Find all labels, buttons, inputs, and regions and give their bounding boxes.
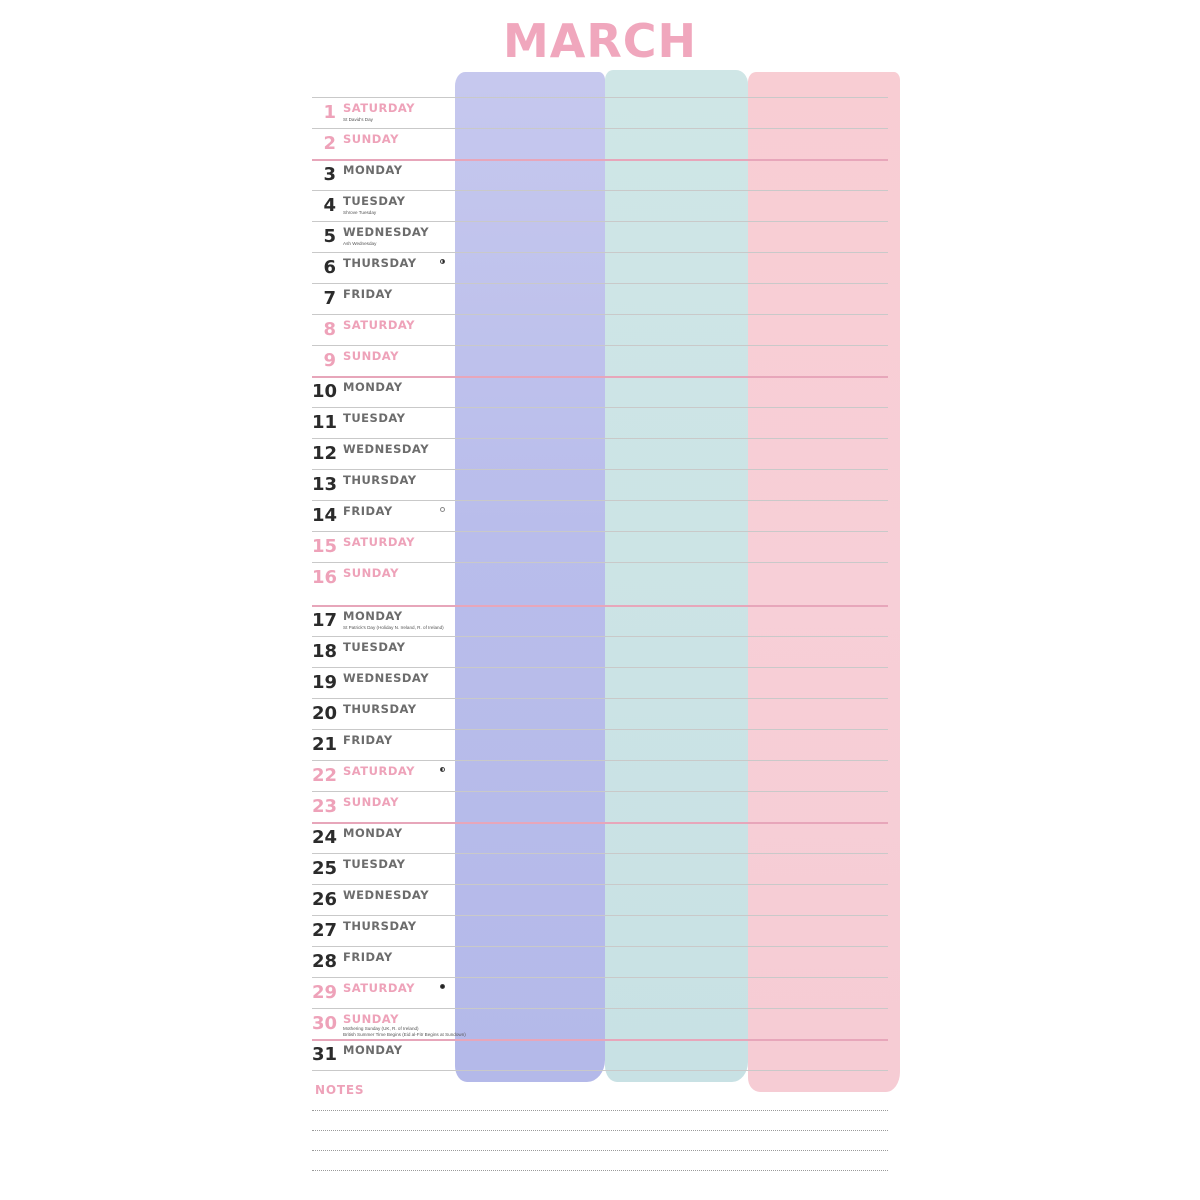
day-row-19[interactable] [312,668,752,699]
holiday-note: St Patrick's Day (Holiday N. Ireland, R. of Ireland) [343,625,444,630]
notes-line[interactable] [312,1170,888,1171]
day-row-18[interactable] [312,637,752,668]
day-row-12[interactable] [312,439,752,470]
weekday-name: SUNDAY [343,132,399,146]
last-quarter-moon-icon [440,767,445,772]
weekday-name: SATURDAY [343,535,416,549]
weekday-name: FRIDAY [343,950,393,964]
holiday-note: Shrove Tuesday [343,210,377,215]
day-row-26[interactable] [312,885,752,916]
day-number: 9 [323,350,336,371]
day-row-15[interactable] [312,532,752,563]
weekday-name: TUESDAY [343,857,406,871]
weekday-name: THURSDAY [343,256,417,270]
weekday-name: FRIDAY [343,733,393,747]
new-moon-icon [440,984,445,989]
day-row-16[interactable] [312,563,752,594]
weekday-name: SUNDAY [343,795,399,809]
day-number: 11 [312,412,338,433]
day-number: 29 [312,982,338,1003]
weekday-name: FRIDAY [343,287,393,301]
day-row-6[interactable] [312,253,752,284]
day-row-13[interactable] [312,470,752,501]
holiday-note: British Summer Time Begins (Eid al-Fitr Begins at Sundown) [343,1032,466,1037]
day-number: 5 [323,226,336,247]
day-number: 7 [323,288,336,309]
holiday-note: Ash Wednesday [343,241,377,246]
day-number: 19 [312,672,338,693]
month-title: MARCH [502,14,698,68]
notes-line[interactable] [312,1110,888,1111]
day-number: 4 [323,195,336,216]
day-row-11[interactable] [312,408,752,439]
day-row-7[interactable] [312,284,752,315]
weekday-name: SUNDAY [343,1012,399,1026]
day-number: 10 [312,381,338,402]
day-row-29[interactable] [312,978,752,1009]
weekday-name: TUESDAY [343,640,406,654]
weekday-name: TUESDAY [343,194,406,208]
day-number: 31 [312,1044,338,1065]
weekday-name: MONDAY [343,1043,403,1057]
weekday-name: WEDNESDAY [343,888,430,902]
weekday-name: SATURDAY [343,318,416,332]
weekday-name: SATURDAY [343,764,416,778]
weekday-name: THURSDAY [343,919,417,933]
day-number: 25 [312,858,338,879]
day-row-1[interactable] [312,98,752,129]
day-row-27[interactable] [312,916,752,947]
day-number: 27 [312,920,338,941]
day-row-17[interactable] [312,606,752,637]
day-row-24[interactable] [312,823,752,854]
day-number: 30 [312,1013,338,1034]
weekday-name: SUNDAY [343,566,399,580]
day-row-28[interactable] [312,947,752,978]
day-row-9[interactable] [312,346,752,377]
day-number: 16 [312,567,338,588]
weekday-name: MONDAY [343,163,403,177]
weekday-name: THURSDAY [343,473,417,487]
weekday-name: SATURDAY [343,981,416,995]
day-number: 6 [323,257,336,278]
day-number: 23 [312,796,338,817]
first-quarter-moon-icon [440,259,445,264]
weekday-name: THURSDAY [343,702,417,716]
day-number: 21 [312,734,338,755]
day-row-5[interactable] [312,222,752,253]
day-number: 17 [312,610,338,631]
day-row-4[interactable] [312,191,752,222]
day-row-14[interactable] [312,501,752,532]
day-row-20[interactable] [312,699,752,730]
day-number: 14 [312,505,338,526]
weekday-name: FRIDAY [343,504,393,518]
watercolor-column-pink [748,72,900,1092]
day-number: 3 [323,164,336,185]
weekday-name: WEDNESDAY [343,225,430,239]
day-number: 8 [323,319,336,340]
day-number: 13 [312,474,338,495]
day-number: 28 [312,951,338,972]
weekday-name: MONDAY [343,609,403,623]
weekday-name: WEDNESDAY [343,442,430,456]
day-number: 1 [323,102,336,123]
weekday-name: TUESDAY [343,411,406,425]
day-row-22[interactable] [312,761,752,792]
weekday-name: SUNDAY [343,349,399,363]
day-number: 20 [312,703,338,724]
day-row-23[interactable] [312,792,752,823]
notes-line[interactable] [312,1150,888,1151]
day-number: 2 [323,133,336,154]
holiday-note: Mothering Sunday (UK, R. of Ireland) [343,1026,419,1031]
weekday-name: SATURDAY [343,101,416,115]
day-row-8[interactable] [312,315,752,346]
weekday-name: MONDAY [343,826,403,840]
weekday-name: MONDAY [343,380,403,394]
notes-label: NOTES [315,1083,365,1097]
day-number: 18 [312,641,338,662]
day-row-2[interactable] [312,129,752,160]
day-number: 22 [312,765,338,786]
day-number: 24 [312,827,338,848]
notes-line[interactable] [312,1130,888,1131]
holiday-note: St David's Day [343,117,373,122]
weekday-name: WEDNESDAY [343,671,430,685]
day-row-3[interactable] [312,160,752,191]
day-number: 15 [312,536,338,557]
day-row-10[interactable] [312,377,752,408]
row-divider [312,1070,888,1071]
full-moon-icon [440,507,445,512]
day-row-31[interactable] [312,1040,752,1071]
day-row-30[interactable] [312,1009,752,1040]
day-row-25[interactable] [312,854,752,885]
day-row-21[interactable] [312,730,752,761]
day-number: 26 [312,889,338,910]
day-number: 12 [312,443,338,464]
